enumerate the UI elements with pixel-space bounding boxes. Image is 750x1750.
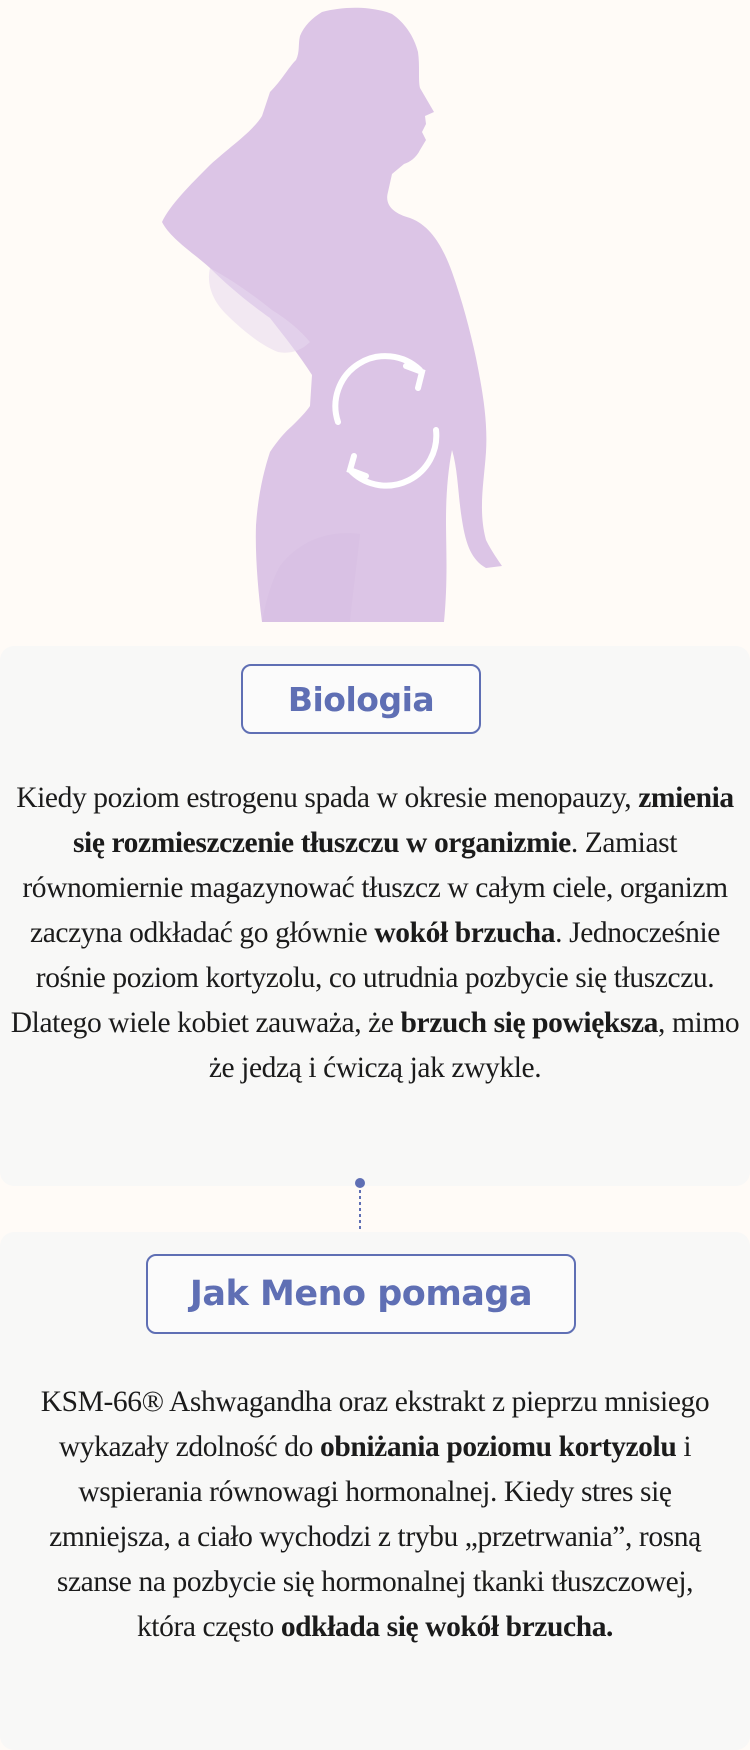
- biology-paragraph: Kiedy poziom estrogenu spada w okresie menopauzy, zmienia się rozmieszczenie tłuszczu w organizmie. Zamiast równomiernie magazynować tłuszcz w całym ciele, organizm zaczyna odkładać go głównie wokół brzucha. Jednocześnie rośnie poziom kortyzolu, co utrudnia pozbycie się tłuszczu. Dlatego wiele kobiet zauważa, że brzuch się powiększa, mimo że jedzą i ćwiczą jak zwykle.: [10, 782, 740, 1084]
- hero-illustration: [0, 0, 750, 640]
- help-title: Jak Meno pomaga: [146, 1254, 576, 1334]
- woman-silhouette-icon: [162, 8, 502, 622]
- biology-card: [0, 646, 750, 1186]
- biology-title: Biologia: [241, 664, 481, 734]
- help-card: [0, 1232, 750, 1750]
- help-paragraph: KSM-66® Ashwagandha oraz ekstrakt z pieprzu mnisiego wykazały zdolność do obniżania poziomu kortyzolu i wspierania równowagi hormonalnej. Kiedy stres się zmniejsza, a ciało wychodzi z trybu „przetrwania”, rosną szanse na pozbycie się hormonalnej tkanki tłuszczowej, która często odkłada się wokół brzucha.: [40, 1386, 710, 1643]
